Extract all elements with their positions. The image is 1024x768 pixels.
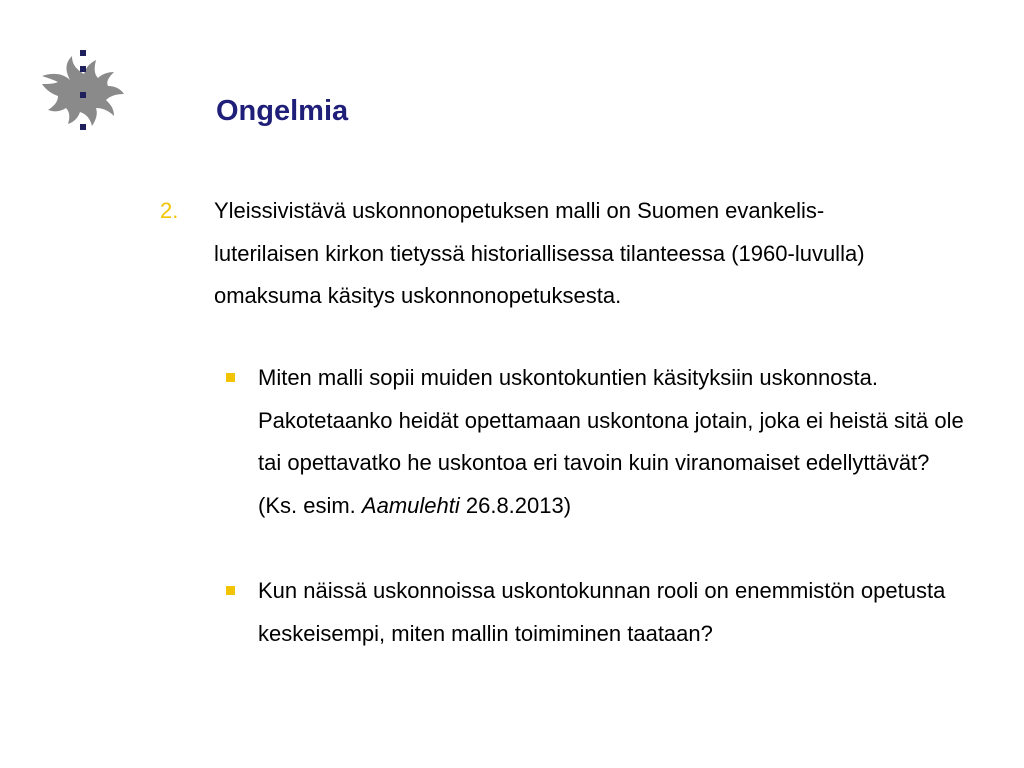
source-note — [258, 485, 988, 528]
bullet-item-text — [258, 357, 988, 527]
square-bullet-icon — [226, 373, 235, 382]
slide-title: Ongelmia — [216, 95, 349, 127]
bullet-text: Kun näissä uskonnoissa uskontokunnan rooli on enemmistön opetusta keskeisempi, miten mallin toimiminen taataan? — [258, 578, 946, 646]
source-note-suffix: 26.8.2013) — [459, 492, 572, 518]
bullet-item-text — [258, 570, 988, 655]
bullet-text: Miten malli sopii muiden uskontokuntien käsityksiin uskonnosta. Pakotetaanko heidät opettamaan uskontona jotain, joka ei heistä sitä ole tai opettavatko he uskontoa eri tavoin kuin viranomaiset edellyttävät? — [258, 365, 964, 475]
list-item-text: Yleissivistävä uskonnonopetuksen malli on Suomen evankelis-luterilaisen kirkon tietyssä historiallisessa tilanteessa (1960-luvulla) omaksuma käsitys uskonnonopetuksesta. — [214, 198, 865, 308]
source-note-prefix: (Ks. esim. — [258, 492, 362, 518]
square-bullet-icon — [226, 586, 235, 595]
list-number: 2. — [160, 198, 179, 223]
university-logo — [36, 46, 128, 138]
flame-emblem-icon — [36, 46, 128, 138]
source-name: Aamulehti — [361, 492, 460, 518]
